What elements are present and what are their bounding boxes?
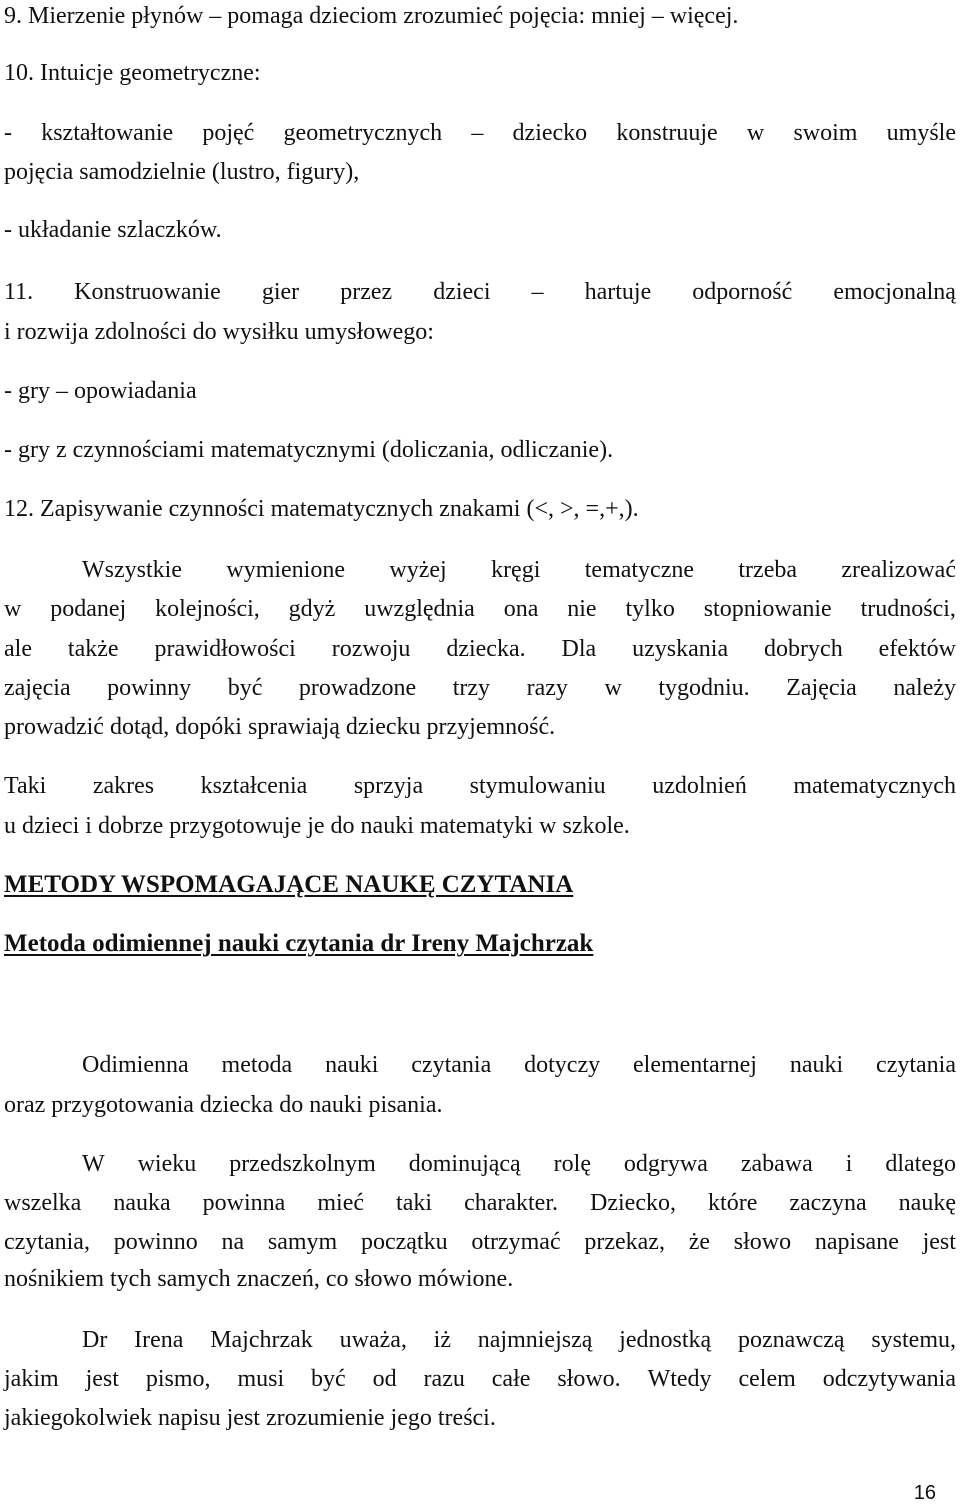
paragraph-line (4, 674, 956, 702)
paragraph-line (4, 1326, 956, 1354)
paragraph-line (4, 1150, 956, 1178)
paragraph-line: u dzieci i dobrze przygotowuje je do nauki matematyki w szkole. (4, 813, 630, 839)
paragraph-line (4, 1189, 956, 1217)
justified-text: zajęcia powinny być prowadzone trzy razy w tygodniu. Zajęcia należy (4, 675, 956, 701)
paragraph-line (4, 635, 956, 663)
list-item-10: 10. Intuicje geometryczne: (4, 60, 261, 86)
paragraph-line: nośnikiem tych samych znaczeń, co słowo mówione. (4, 1266, 514, 1292)
paragraph-line (4, 1051, 956, 1079)
paragraph-line (4, 595, 956, 623)
page-number: 16 (913, 1482, 936, 1504)
justified-text: w podanej kolejności, gdyż uwzględnia ona nie tylko stopniowanie trudności, (4, 596, 956, 622)
justified-text: 11. Konstruowanie gier przez dzieci – hartuje odporność emocjonalną (4, 279, 956, 305)
text-line (4, 119, 956, 147)
justified-text: Odimienna metoda nauki czytania dotyczy elementarnej nauki czytania (82, 1052, 956, 1078)
list-item-11 (4, 278, 956, 306)
justified-text: jakim jest pismo, musi być od razu całe słowo. Wtedy celem odczytywania (4, 1366, 956, 1392)
text-line: i rozwija zdolności do wysiłku umysłowego: (4, 319, 434, 345)
text-line: - układanie szlaczków. (4, 217, 222, 243)
paragraph-line: jakiegokolwiek napisu jest zrozumienie jego treści. (4, 1405, 496, 1431)
paragraph-line: oraz przygotowania dziecka do nauki pisania. (4, 1092, 443, 1118)
section-heading: METODY WSPOMAGAJĄCE NAUKĘ CZYTANIA (4, 871, 574, 898)
text-line: - gry z czynnościami matematycznymi (doliczania, odliczanie). (4, 437, 614, 463)
text-line: pojęcia samodzielnie (lustro, figury), (4, 159, 360, 185)
list-item-12: 12. Zapisywanie czynności matematycznych znakami (<, >, =,+,). (4, 496, 639, 522)
paragraph-line (4, 1365, 956, 1393)
justified-text: - kształtowanie pojęć geometrycznych – dziecko konstruuje w swoim umyśle (4, 120, 956, 146)
list-item-9: 9. Mierzenie płynów – pomaga dzieciom zrozumieć pojęcia: mniej – więcej. (4, 3, 739, 29)
text-line: - gry – opowiadania (4, 378, 197, 404)
justified-text: wszelka nauka powinna mieć taki charakter. Dziecko, które zaczyna naukę (4, 1190, 956, 1216)
justified-text: Wszystkie wymienione wyżej kręgi tematyczne trzeba zrealizować (82, 557, 956, 583)
justified-text: Dr Irena Majchrzak uważa, iż najmniejszą jednostką poznawczą systemu, (82, 1327, 956, 1353)
paragraph-line (4, 1228, 956, 1256)
justified-text: W wieku przedszkolnym dominującą rolę odgrywa zabawa i dlatego (82, 1151, 956, 1177)
paragraph-line (4, 772, 956, 800)
justified-text: ale także prawidłowości rozwoju dziecka. Dla uzyskania dobrych efektów (4, 636, 956, 662)
paragraph-line: prowadzić dotąd, dopóki sprawiają dziecku przyjemność. (4, 714, 556, 740)
subsection-heading: Metoda odimiennej nauki czytania dr Ireny Majchrzak (4, 930, 594, 957)
justified-text: Taki zakres kształcenia sprzyja stymulowaniu uzdolnień matematycznych (4, 773, 956, 799)
justified-text: czytania, powinno na samym początku otrzymać przekaz, że słowo napisane jest (4, 1229, 956, 1255)
paragraph-line (4, 556, 956, 584)
